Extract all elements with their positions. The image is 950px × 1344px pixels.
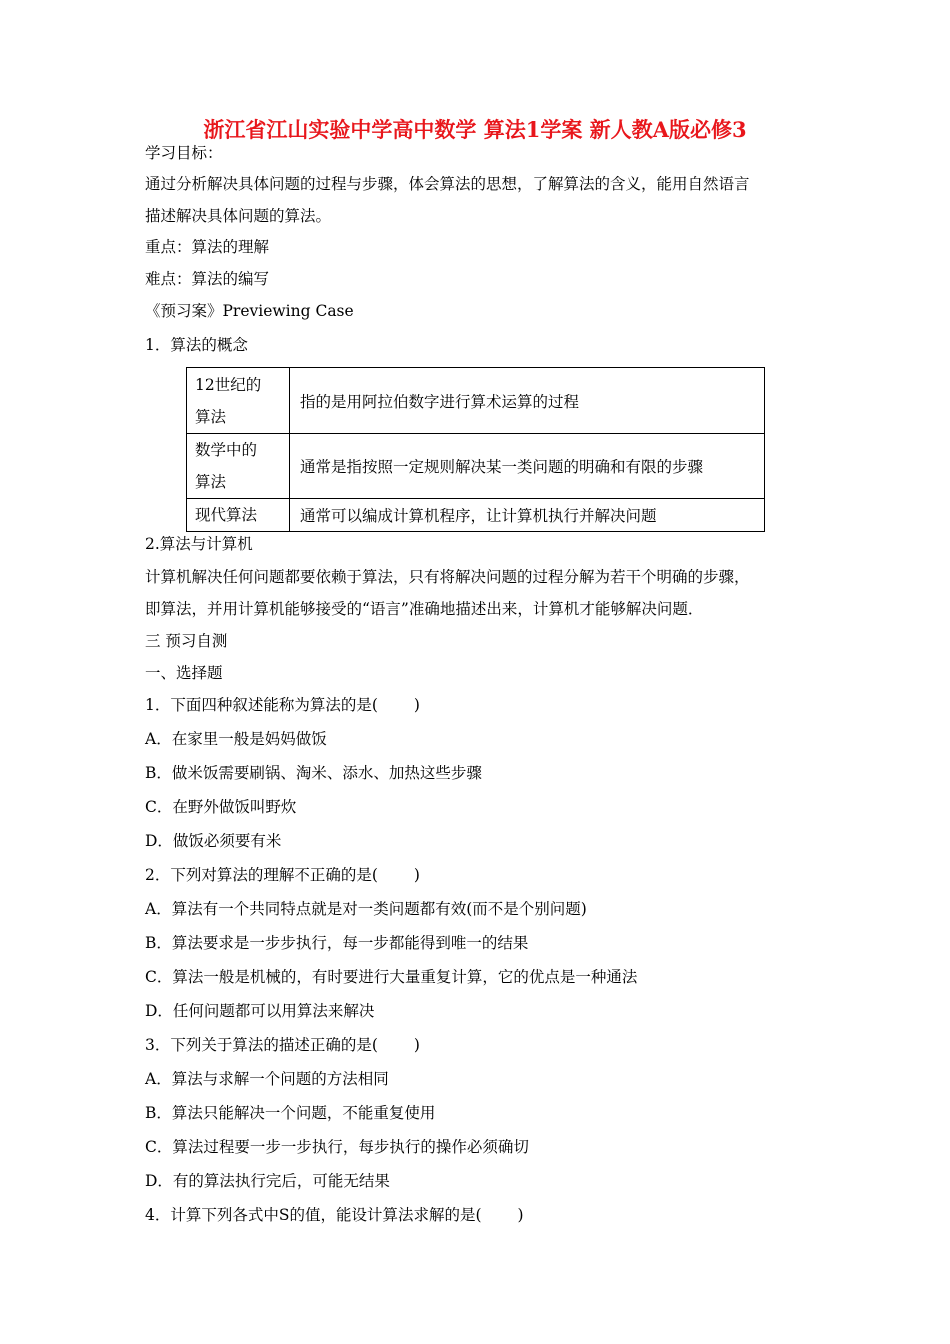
goal-line-2: 描述解决具体问题的算法。 [145, 207, 332, 225]
term-line: 12世纪的 [195, 375, 262, 394]
term-line: 算法 [195, 473, 227, 491]
table-term-cell [187, 434, 290, 499]
question-option: C．算法一般是机械的，有时要进行大量重复计算，它的优点是一种通法 [145, 968, 638, 986]
key-point: 重点：算法的理解 [145, 238, 270, 256]
table-desc-cell: 指的是用阿拉伯数字进行算术运算的过程 [290, 368, 765, 434]
para2-line-2: 即算法，并用计算机能够接受的“语言”准确地描述出来，计算机才能够解决问题． [145, 600, 704, 618]
table-row [187, 368, 765, 434]
section-algorithm-concept: 1．算法的概念 [145, 336, 248, 354]
table-desc-cell: 通常可以编成计算机程序，让计算机执行并解决问题 [290, 499, 765, 532]
table-term-cell [187, 368, 290, 434]
section-self-test: 三 预习自测 [145, 632, 228, 650]
question-option: C．算法过程要一步一步执行，每步执行的操作必须确切 [145, 1138, 529, 1156]
question-stem: 3．下列关于算法的描述正确的是( ) [145, 1036, 420, 1054]
term-line: 数学中的 [195, 441, 258, 459]
question-option: B．算法要求是一步步执行，每一步都能得到唯一的结果 [145, 934, 529, 952]
difficulty: 难点：算法的编写 [145, 270, 270, 288]
term-line: 算法 [195, 407, 227, 426]
question-option: B．做米饭需要刷锅、淘米、添水、加热这些步骤 [145, 764, 482, 782]
question-stem: 2．下列对算法的理解不正确的是( ) [145, 866, 420, 884]
document-title: 浙江省江山实验中学高中数学 算法1学案 新人教A版必修3 [203, 117, 747, 142]
question-option: D．任何问题都可以用算法来解决 [145, 1002, 375, 1020]
section-algorithm-computer: 2.算法与计算机 [145, 535, 253, 553]
question-option: D．有的算法执行完后，可能无结果 [145, 1172, 390, 1190]
question-option: C．在野外做饭叫野炊 [145, 798, 297, 816]
question-stem: 4．计算下列各式中S的值，能设计算法求解的是( ) [145, 1206, 524, 1224]
question-option: A．在家里一般是妈妈做饭 [145, 730, 327, 748]
question-option: D．做饭必须要有米 [145, 832, 282, 850]
table-row [187, 499, 765, 532]
goal-line-1: 通过分析解决具体问题的过程与步骤，体会算法的思想，了解算法的含义，能用自然语言 [145, 175, 750, 193]
question-stem: 1．下面四种叙述能称为算法的是( ) [145, 696, 420, 714]
concept-table [186, 367, 765, 532]
para2-line-1: 计算机解决任何问题都要依赖于算法，只有将解决问题的过程分解为若干个明确的步骤， [145, 568, 750, 586]
question-option: A．算法与求解一个问题的方法相同 [145, 1070, 389, 1088]
table-row [187, 434, 765, 499]
subsection-multiple-choice: 一、选择题 [145, 664, 223, 682]
question-option: B．算法只能解决一个问题，不能重复使用 [145, 1104, 436, 1122]
table-term-cell: 现代算法 [187, 499, 290, 532]
goal-label: 学习目标： [145, 144, 223, 162]
question-option: A．算法有一个共同特点就是对一类问题都有效(而不是个别问题) [145, 900, 587, 918]
table-desc-cell: 通常是指按照一定规则解决某一类问题的明确和有限的步骤 [290, 434, 765, 499]
preview-heading: 《预习案》Previewing Case [145, 302, 354, 320]
